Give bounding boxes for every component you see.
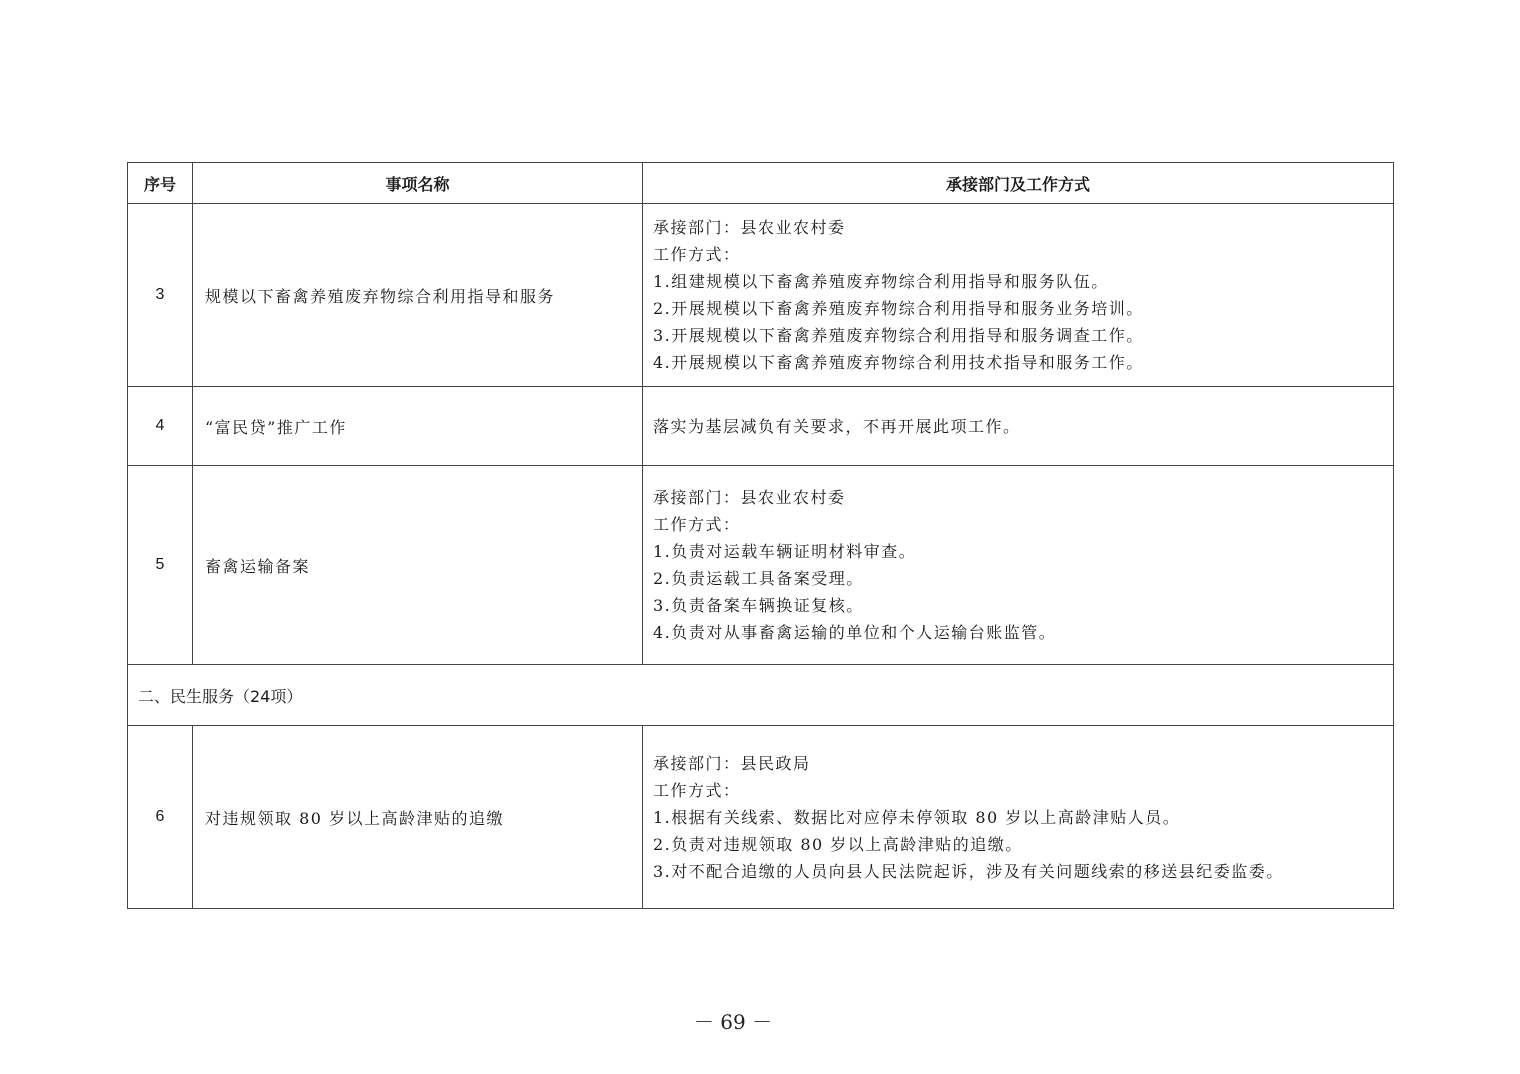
dept-line: 2.负责运载工具备案受理。 <box>653 569 864 588</box>
section-title: 二、民生服务（24项） <box>128 665 1394 726</box>
table-row <box>128 466 1394 665</box>
table-row <box>128 726 1394 909</box>
dept-line: 1.负责对运载车辆证明材料审查。 <box>653 542 917 561</box>
row-number: 5 <box>128 466 193 665</box>
items-table <box>127 162 1394 909</box>
dept-line: 工作方式： <box>653 515 741 534</box>
dept-line: 4.开展规模以下畜禽养殖废弃物综合利用技术指导和服务工作。 <box>653 353 1144 372</box>
department-method <box>643 204 1394 387</box>
header-serial-number: 序号 <box>128 163 193 204</box>
item-name: “富民贷”推广工作 <box>193 387 643 466</box>
page-number: － 69 － <box>693 1010 773 1034</box>
dept-line: 承接部门：县农业农村委 <box>653 218 846 237</box>
dept-line: 4.负责对从事畜禽运输的单位和个人运输台账监管。 <box>653 623 1057 642</box>
dept-line: 1.组建规模以下畜禽养殖废弃物综合利用指导和服务队伍。 <box>653 272 1109 291</box>
item-name: 对违规领取 80 岁以上高龄津贴的追缴 <box>193 726 643 909</box>
department-method <box>643 387 1394 466</box>
row-number: 4 <box>128 387 193 466</box>
header-item-name: 事项名称 <box>193 163 643 204</box>
row-number: 3 <box>128 204 193 387</box>
dept-line: 工作方式： <box>653 245 741 264</box>
table-row <box>128 204 1394 387</box>
row-number: 6 <box>128 726 193 909</box>
dept-line: 承接部门：县农业农村委 <box>653 488 846 507</box>
dept-line: 工作方式： <box>653 780 741 800</box>
item-name: 规模以下畜禽养殖废弃物综合利用指导和服务 <box>193 204 643 387</box>
dept-line: 3.负责备案车辆换证复核。 <box>653 596 864 615</box>
dept-line: 3.开展规模以下畜禽养殖废弃物综合利用指导和服务调查工作。 <box>653 326 1144 345</box>
table-row <box>128 387 1394 466</box>
department-method <box>643 466 1394 665</box>
dept-line: 2.负责对违规领取 80 岁以上高龄津贴的追缴。 <box>653 834 1023 854</box>
dept-line: 承接部门：县民政局 <box>653 753 811 773</box>
header-department-method: 承接部门及工作方式 <box>643 163 1394 204</box>
dept-line: 1.根据有关线索、数据比对应停未停领取 80 岁以上高龄津贴人员。 <box>653 807 1181 827</box>
dept-line: 2.开展规模以下畜禽养殖废弃物综合利用指导和服务业务培训。 <box>653 299 1144 318</box>
table-header-row <box>128 163 1394 204</box>
dept-line: 落实为基层减负有关要求，不再开展此项工作。 <box>653 416 1021 436</box>
dept-line: 3.对不配合追缴的人员向县人民法院起诉，涉及有关问题线索的移送县纪委监委。 <box>653 861 1284 881</box>
item-name: 畜禽运输备案 <box>193 466 643 665</box>
department-method <box>643 726 1394 909</box>
section-header-row <box>128 665 1394 726</box>
